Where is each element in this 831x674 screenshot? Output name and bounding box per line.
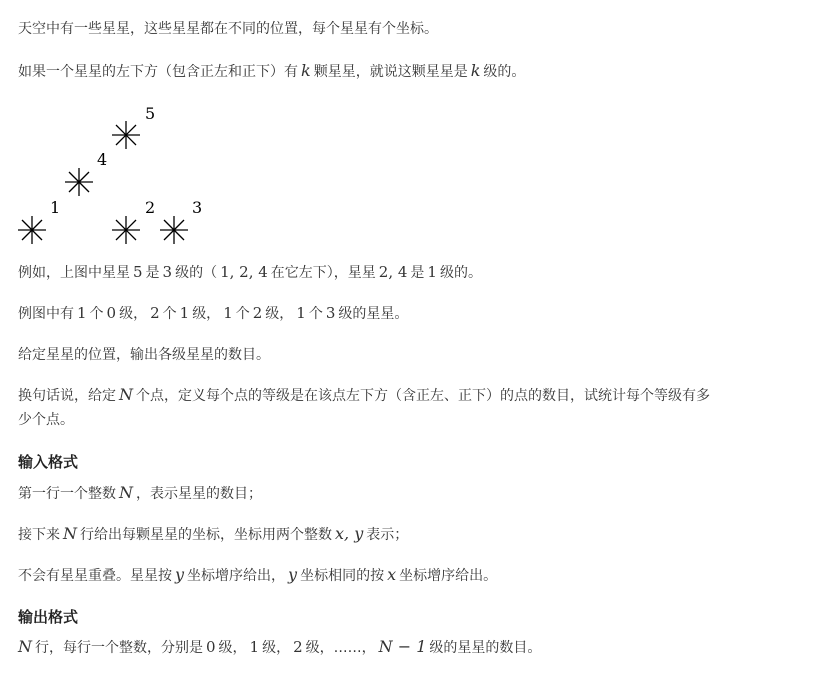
star-label-2: 2 — [145, 198, 156, 217]
output-format-line-1: N 行，每行一个整数，分别是 0 级， 1 级， 2 级，……， N − 1 级的星星的数目。 — [18, 637, 542, 656]
paragraph-restatement: 换句话说，给定 N 个点，定义每个点的等级是在该点左下方（含正左、正下）的点的数目，试统计每个等级有多 — [18, 385, 710, 404]
input-format-heading: 输入格式 — [18, 453, 79, 471]
paragraph-restatement-continued: 少个点。 — [18, 412, 74, 428]
input-format-line-2: 接下来 N 行给出每颗星星的坐标，坐标用两个整数 x, y 表示； — [18, 524, 409, 543]
star-label-5: 5 — [145, 104, 156, 123]
paragraph-example: 例如，上图中星星 5 是 3 级的（ 1, 2, 4 在它左下），星星 2, 4 是 1 级的。 — [18, 263, 482, 281]
paragraph-task: 给定星星的位置，输出各级星星的数目。 — [18, 347, 270, 363]
input-format-line-3: 不会有星星重叠。星星按 y 坐标增序给出， y 坐标相同的按 x 坐标增序给出。 — [18, 565, 498, 584]
output-format-heading: 输出格式 — [18, 608, 79, 626]
star-1-icon — [18, 216, 46, 244]
paragraph-intro: 天空中有一些星星，这些星星都在不同的位置，每个星星有个坐标。 — [18, 21, 438, 37]
star-5-icon — [112, 121, 140, 149]
star-label-1: 1 — [50, 198, 61, 217]
star-4-icon — [65, 168, 93, 196]
star-diagram — [0, 100, 240, 250]
paragraph-level-definition: 如果一个星星的左下方（包含正左和正下）有 k 颗星星，就说这颗星星是 k 级的。 — [18, 61, 526, 80]
star-label-4: 4 — [97, 150, 108, 169]
input-format-line-1: 第一行一个整数 N ，表示星星的数目； — [18, 483, 262, 502]
star-3-icon — [160, 216, 188, 244]
star-2-icon — [112, 216, 140, 244]
star-label-3: 3 — [192, 198, 203, 217]
paragraph-example-counts: 例图中有 1 个 0 级， 2 个 1 级， 1 个 2 级， 1 个 3 级的星星。 — [18, 304, 409, 322]
